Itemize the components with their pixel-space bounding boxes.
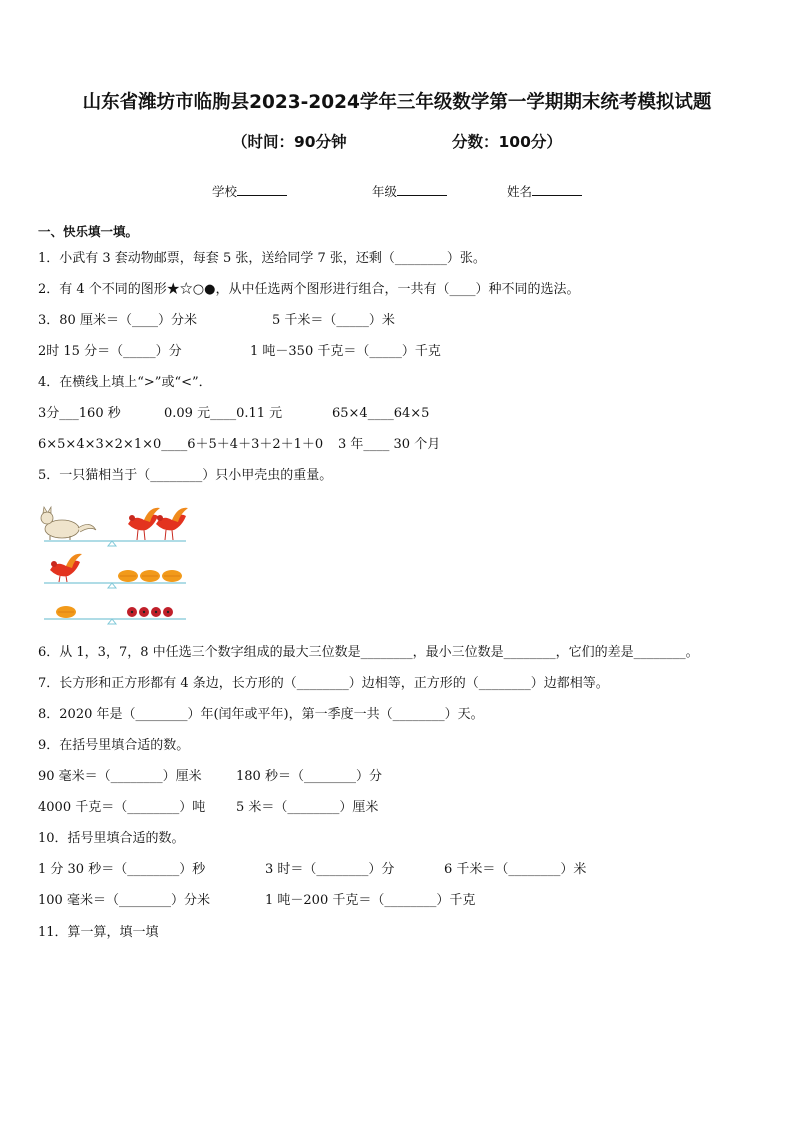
name-label: 姓名 — [507, 184, 533, 199]
shell-icon — [118, 570, 138, 582]
cat-icon — [41, 507, 96, 540]
grade-label: 年级 — [372, 184, 398, 199]
question-4e: 3 年____ 30 个月 — [338, 437, 441, 452]
question-3c: 2时 15 分＝（_____）分 — [38, 344, 182, 359]
exam-score: 分数：100分） — [452, 133, 562, 151]
rooster-icon — [156, 508, 188, 540]
question-9d: 5 米＝（________）厘米 — [236, 800, 379, 815]
question-9: 9．在括号里填合适的数。 — [38, 738, 190, 753]
shell-icon — [140, 570, 160, 582]
beetle-icon — [139, 607, 149, 617]
rooster-icon — [50, 554, 82, 582]
grade-field — [372, 182, 447, 200]
rooster-icon — [128, 508, 160, 540]
question-3a: 3．80 厘米＝（____）分米 — [38, 313, 197, 328]
question-7: 7．长方形和正方形都有 4 条边，长方形的（________）边相等，正方形的（________）边都相等。 — [38, 676, 609, 691]
question-10: 10．括号里填合适的数。 — [38, 831, 185, 846]
question-10a: 1 分 30 秒＝（________）秒 — [38, 862, 206, 877]
question-3d: 1 吨－350 千克＝（_____）千克 — [250, 344, 441, 359]
question-1: 1．小武有 3 套动物邮票，每套 5 张，送给同学 7 张，还剩（________）张。 — [38, 251, 486, 266]
question-4c: 65×4____64×5 — [332, 406, 430, 421]
beetle-icon — [163, 607, 173, 617]
question-4a: 3分___160 秒 — [38, 406, 121, 421]
question-10b: 3 时＝（________）分 — [265, 862, 395, 877]
question-9b: 180 秒＝（________）分 — [236, 769, 382, 784]
balance-figure — [36, 500, 196, 628]
question-5: 5．一只猫相当于（________）只小甲壳虫的重量。 — [38, 468, 333, 483]
question-11: 11．算一算，填一填 — [38, 925, 159, 940]
question-9a: 90 毫米＝（________）厘米 — [38, 769, 202, 784]
beetle-icon — [151, 607, 161, 617]
school-field — [212, 182, 287, 200]
beetle-icon — [127, 607, 137, 617]
exam-time: （时间：90分钟 — [232, 133, 347, 151]
question-2: 2．有 4 个不同的图形★☆○●，从中任选两个图形进行组合，一共有（____）种不同的选法。 — [38, 282, 580, 297]
question-4b: 0.09 元____0.11 元 — [164, 406, 283, 421]
name-field — [507, 182, 582, 200]
school-blank[interactable] — [237, 183, 287, 196]
question-10d: 100 毫米＝（________）分米 — [38, 893, 210, 908]
question-10e: 1 吨－200 千克＝（________）千克 — [265, 893, 476, 908]
grade-blank[interactable] — [397, 183, 447, 196]
question-9c: 4000 千克＝（________）吨 — [38, 800, 206, 815]
section-heading: 一、快乐填一填。 — [38, 224, 139, 239]
question-4: 4．在横线上填上“>”或“<”． — [38, 375, 212, 390]
name-blank[interactable] — [532, 183, 582, 196]
school-label: 学校 — [212, 184, 238, 199]
shell-icon — [56, 606, 76, 618]
question-3b: 5 千米＝（_____）米 — [272, 313, 395, 328]
page-title: 山东省潍坊市临朐县2023-2024学年三年级数学第一学期期末统考模拟试题 — [82, 92, 712, 113]
question-10c: 6 千米＝（________）米 — [444, 862, 587, 877]
question-4d: 6×5×4×3×2×1×0____6＋5＋4＋3＋2＋1＋0 — [38, 437, 324, 452]
question-8: 8．2020 年是（________）年(闰年或平年)，第一季度一共（________）天。 — [38, 707, 484, 722]
question-6: 6．从 1，3，7，8 中任选三个数字组成的最大三位数是________，最小三位数是________，它们的差是________。 — [38, 645, 699, 660]
shell-icon — [162, 570, 182, 582]
